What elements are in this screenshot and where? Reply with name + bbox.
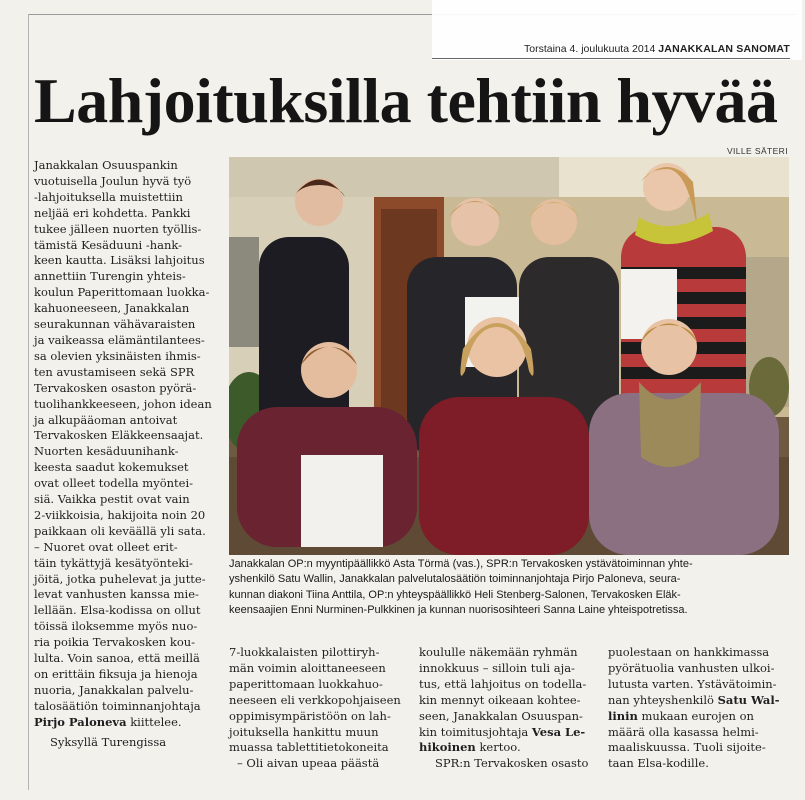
col1-line: lulta. Voin sanoa, että meillä [34,651,200,666]
col1-line: Janakkalan Osuuspankin [34,158,178,172]
masthead-paper-name: JANAKKALAN SANOMAT [658,43,790,55]
col3-line: seen, Janakkalan Osuuspan- [419,708,583,723]
col1-line: vuotuisella Joulun hyvä työ [34,173,192,188]
col3-quoted-name-part1: Vesa Le- [531,724,586,739]
col3-line: tus, että lahjoitus on todella- [419,676,587,691]
group-photo-illustration [229,157,789,555]
col1-line: täin tykättyjä kesätyönteki- [34,555,193,570]
col1-line: – Nuoret ovat olleet erit- [34,539,178,554]
col1-subheading: Syksyllä Turengissa [50,734,167,749]
col4-line: puolestaan on hankkimassa [608,645,770,659]
masthead [440,43,790,55]
caption-line: Janakkalan OP:n myyntipäällikkö Asta Törmä (vas.), SPR:n Tervakosken ystävätoiminnan yhte- [229,558,693,570]
col1-line: Nuorten kesäduunihank- [34,444,179,459]
col2-line: oppimisympäristöön on lah- [229,708,391,723]
col4-line: pyörätuolia vanhusten ulkoi- [608,660,775,675]
col1-line: ria poikia Tervakosken kou- [34,635,196,650]
photo-caption [229,557,789,619]
col4-named-person-part2: linin [608,708,638,723]
col3-line [419,725,597,741]
col1-line: -lahjoituksella muistettiin [34,189,183,204]
col1-line: Tervakosken Eläkkeensaajat. [34,428,204,443]
col4-line-head: nan yhteyshenkilö [608,692,714,707]
col3-line: kin mennyt oikeaan kohtee- [419,692,581,707]
col1-line: 2-viikkoisia, hakijoita noin 20 [34,507,206,522]
col2-line: neeseen eli verkkopohjaiseen [229,692,401,707]
col3-line-head: kin toimitusjohtaja [419,724,529,739]
masthead-date: Torstaina 4. joulukuuta 2014 [524,43,656,55]
caption-line: kunnan diakoni Tiina Anttila, OP:n yhteyspäällikkö Heli Stenberg-Salonen, Tervakosken Eläk- [229,588,681,601]
col1-line-tail: kiittelee. [130,714,182,729]
article-column-4 [608,645,788,772]
col4-line [608,709,788,725]
caption-line: yshenkilö Satu Wallin, Janakkalan palvelutalosäätiön toiminnanjohtaja Pirjo Paloneva, seura- [229,573,681,586]
col3-quoted-name-part2: hikoinen [419,740,476,755]
col1-line [34,715,220,731]
article-column-2 [229,645,407,772]
col2-line: män voimin aloittaneeseen [229,660,386,675]
col1-line: keesta saadut kokemukset [34,460,189,475]
col4-line [608,693,788,709]
col3-line: innokkuus – silloin tuli aja- [419,660,575,675]
col4-line: lutusta varten. Ystävätoimin- [608,676,777,691]
col1-line: ja vaikeassa elämäntilantees- [34,332,205,347]
col2-line: – Oli aivan upeaa päästä [237,756,380,771]
masthead-rule [432,58,790,59]
col3-line: SPR:n Tervakosken osasto [435,756,589,771]
col4-named-person-part1: Satu Wal- [717,692,780,707]
col1-line: sa olevien yksinäisten ihmis- [34,348,201,363]
col1-line: neljää eri kohdetta. Pankki [34,205,191,220]
col1-line: ten avustamiseen sekä SPR [34,364,195,379]
col2-line: muassa tablettitietokoneita [229,740,389,755]
article-column-3 [419,645,597,772]
col1-line: ovat olleet todella myöntei- [34,476,194,491]
col3-line-tail: kertoo. [479,740,521,755]
col1-line: paikkaan oli keväällä yli sata. [34,523,206,538]
col1-line: tuolihankkeeseen, johon idean [34,396,212,411]
col1-line: tukee jälleen nuorten työllis- [34,221,202,236]
left-rule [28,14,29,790]
col1-line: jöitä, jotka puhelevat ja jutte- [34,571,206,586]
col3-line [419,740,597,756]
article-column-1 [34,158,220,751]
col2-line: joituksella hankittu muun [229,724,379,739]
col1-line: keen kautta. Lisäksi lahjoitus [34,253,205,268]
article-headline: Lahjoituksilla tehtiin hyvää [34,65,778,136]
col1-line: nuoria, Janakkalan palvelu- [34,682,194,697]
col1-line: siä. Vaikka pestit ovat vain [34,492,190,507]
group-photo [229,157,789,555]
col1-line: levat vanhusten kanssa mie- [34,587,199,602]
col1-line: seurakunnan vähävaraisten [34,317,196,332]
col2-line: paperittomaan luokkahuo- [229,676,383,691]
photographer-credit: VILLE SÄTERI [726,146,788,156]
col2-line: 7-luokkalaisten pilottiryh- [229,645,380,659]
col1-line: Tervakosken osaston pyörä- [34,380,197,395]
col4-line: maaliskuussa. Tuoli sijoite- [608,740,766,755]
col1-line: annettiin Turengin yhteis- [34,269,186,284]
col1-line: tämistä Kesäduuni -hank- [34,237,183,252]
col1-line: lellään. Elsa-kodissa on ollut [34,603,201,618]
col1-line: on erittäin fiksuja ja hienoja [34,667,198,681]
col4-line: määrä olla kasassa helmi- [608,724,759,739]
col1-line: kahuoneeseen, Janakkalan [34,301,190,316]
col1-line: töissä iloksemme myös nuo- [34,619,198,634]
col1-line: koulun Paperittomaan luokka- [34,285,210,300]
col3-line: koululle näkemään ryhmän [419,645,578,659]
col1-line: talosäätiön toiminnanjohtaja [34,698,201,713]
col1-line: ja alkupääoman antoivat [34,412,178,427]
col4-line-tail: mukaan eurojen on [641,708,754,723]
caption-line: keensaajien Enni Nurminen-Pulkkinen ja kunnan nuorisosihteeri Sanna Laine yhteispotretissa. [229,604,688,617]
col1-quoted-name: Pirjo Paloneva [34,714,127,729]
col4-line: taan Elsa-kodille. [608,756,709,771]
